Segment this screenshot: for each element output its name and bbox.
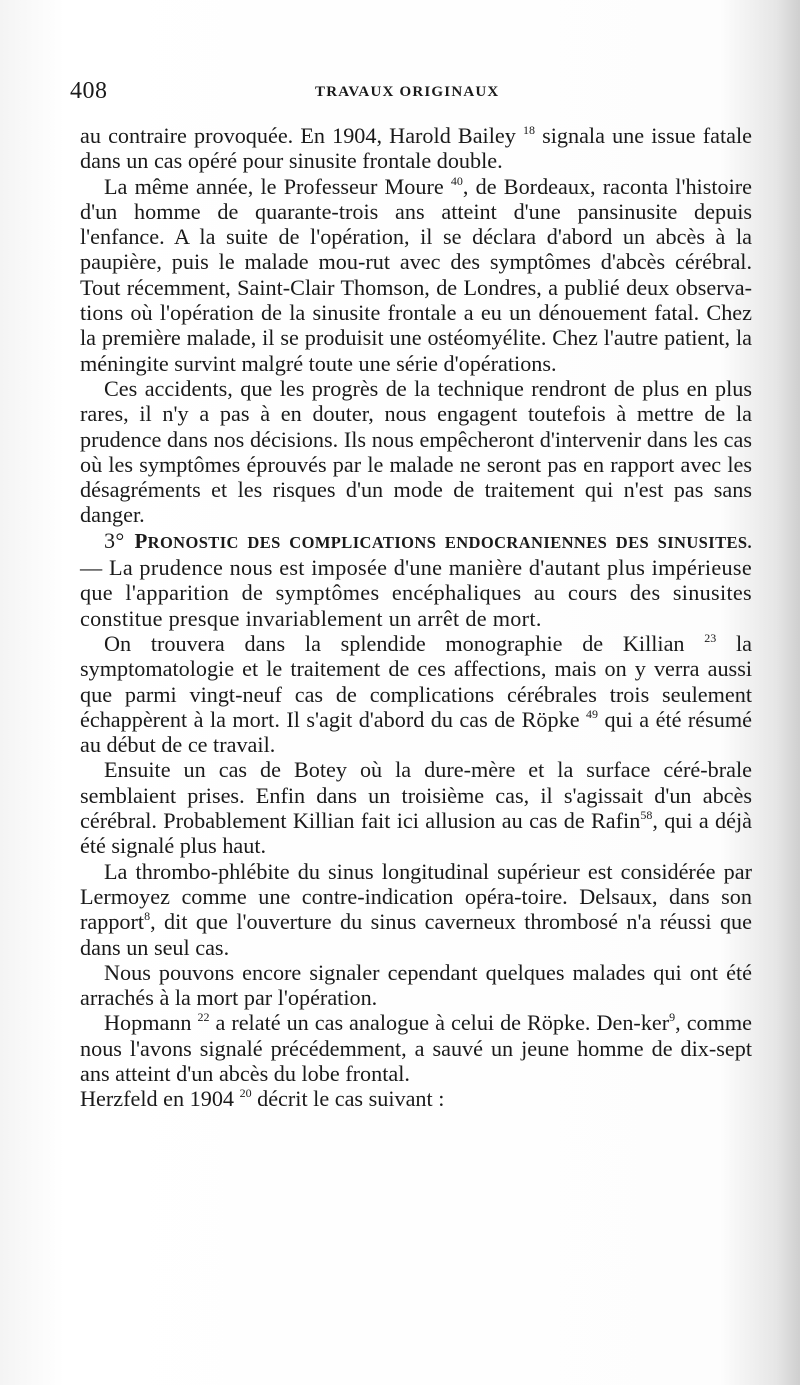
text-run: la symptomatologie et le traitement de ces affections, mais on y verra aussi que parmi vingt-neuf cas de complications cérébrales trois seulement échappèrent à la mort. Il s'agit d'abord du cas de Röpke bbox=[80, 630, 752, 732]
text-run: , dit que l'ouverture du sinus caverneux thrombosé n'a réussi que dans un seul cas. bbox=[80, 909, 752, 960]
paragraph-killian bbox=[80, 631, 752, 757]
footnote-ref: 8 bbox=[144, 909, 151, 924]
section-dash: — bbox=[80, 555, 103, 581]
footnote-ref: 49 bbox=[586, 706, 599, 721]
paragraph-bailey bbox=[80, 123, 752, 174]
text-run: , de Bordeaux, raconta l'histoire d'un homme de quarante-trois ans atteint d'une pansinusite depuis l'enfance. A la suite de l'opération, il se déclara d'abord un abcès à la paupière, puis le malade mou-rut avec des symptômes d'abcès cérébral. Tout récemment, Saint-Clair Thomson, de Londres, a publié deux observa-tions où l'opération de la sinusite frontale a eu un dénouement fatal. Chez la première malade, il se produisit une ostéomyélite. Chez l'autre patient, la méningite survint malgré toute une série d'opérations. bbox=[80, 173, 752, 376]
text-run: qui a été résumé au début de ce travail. bbox=[80, 706, 752, 758]
text-run: au contraire provoquée. En 1904, Harold Bailey bbox=[80, 123, 523, 148]
text-run: Herzfeld en 1904 bbox=[80, 1086, 240, 1112]
paragraph-thrombo-phlebite bbox=[80, 859, 752, 960]
section-heading-prognostic bbox=[80, 528, 752, 631]
text-run: La prudence nous est imposée d'une manière d'autant plus impérieuse que l'apparition de symptômes encéphaliques au cours des sinusites constitue presque invariablement un arrêt de mort. bbox=[80, 555, 752, 631]
footnote-ref: 40 bbox=[450, 173, 463, 188]
paragraph-hopmann bbox=[80, 1010, 752, 1086]
text-run: , qui a déjà été signalé plus haut. bbox=[80, 808, 753, 859]
section-title-initial: P bbox=[134, 528, 148, 553]
paragraph-moure bbox=[80, 174, 752, 376]
page-header bbox=[70, 78, 740, 110]
text-run: La même année, le Professeur Moure bbox=[104, 173, 451, 199]
footnote-ref: 9 bbox=[669, 1010, 676, 1025]
text-run: Ensuite un cas de Botey où la dure-mère et la surface céré-brale semblaient prises. Enfin dans un troisième cas, il s'agissait d'un abcès cérébral. Probablement Killian fait ici allusion au cas de Rafin bbox=[80, 757, 752, 834]
page-number: 408 bbox=[70, 78, 108, 104]
paragraph-herzfeld bbox=[80, 1086, 752, 1111]
footnote-ref: 22 bbox=[197, 1010, 210, 1025]
paragraph-accidents bbox=[80, 376, 752, 528]
text-run: Hopmann bbox=[104, 1010, 198, 1036]
text-run: décrit le cas suivant : bbox=[251, 1086, 445, 1112]
text-run: Ces accidents, que les progrès de la technique rendront de plus en plus rares, il n'y a pas à en douter, nous engagent toutefois à mettre de la prudence dans nos décisions. Ils nous empêcheront d'intervenir dans les cas où les symptômes éprouvés par le malade ne seront pas en rapport avec les désagréments et les risques d'un mode de traitement qui n'est pas sans danger. bbox=[80, 375, 752, 528]
text-run: a relaté un cas analogue à celui de Röpke. Den-ker bbox=[209, 1010, 670, 1036]
text-run: On trouvera dans la splendide monographie de Killian bbox=[104, 630, 705, 656]
text-run: La thrombo-phlébite du sinus longitudinal supérieur est considérée par Lermoyez comme une contre-indication opéra-toire. Delsaux, dans son rapport bbox=[80, 858, 752, 935]
text-run: signala une issue fatale dans un cas opéré pour sinusite frontale double. bbox=[80, 123, 752, 174]
footnote-ref: 58 bbox=[640, 808, 653, 823]
running-head: TRAVAUX ORIGINAUX bbox=[315, 84, 500, 100]
paragraph-botey bbox=[80, 757, 752, 858]
text-run: , comme nous l'avons signalé précédemment, a sauvé un jeune homme de dix-sept ans atteint d'un abcès du lobe frontal. bbox=[80, 1010, 752, 1086]
footnote-ref: 20 bbox=[239, 1086, 252, 1101]
paragraph-malades bbox=[80, 960, 752, 1011]
section-number: 3° bbox=[104, 527, 125, 553]
footnote-ref: 18 bbox=[522, 123, 535, 137]
body-text bbox=[80, 123, 752, 1112]
footnote-ref: 23 bbox=[704, 630, 717, 645]
text-run: Nous pouvons encore signaler cependant quelques malades qui ont été arrachés à la mort par l'opération. bbox=[80, 959, 752, 1011]
section-title: RONOSTIC DES COMPLICATIONS ENDOCRANIENNES DES SINUSITES. bbox=[147, 532, 752, 552]
